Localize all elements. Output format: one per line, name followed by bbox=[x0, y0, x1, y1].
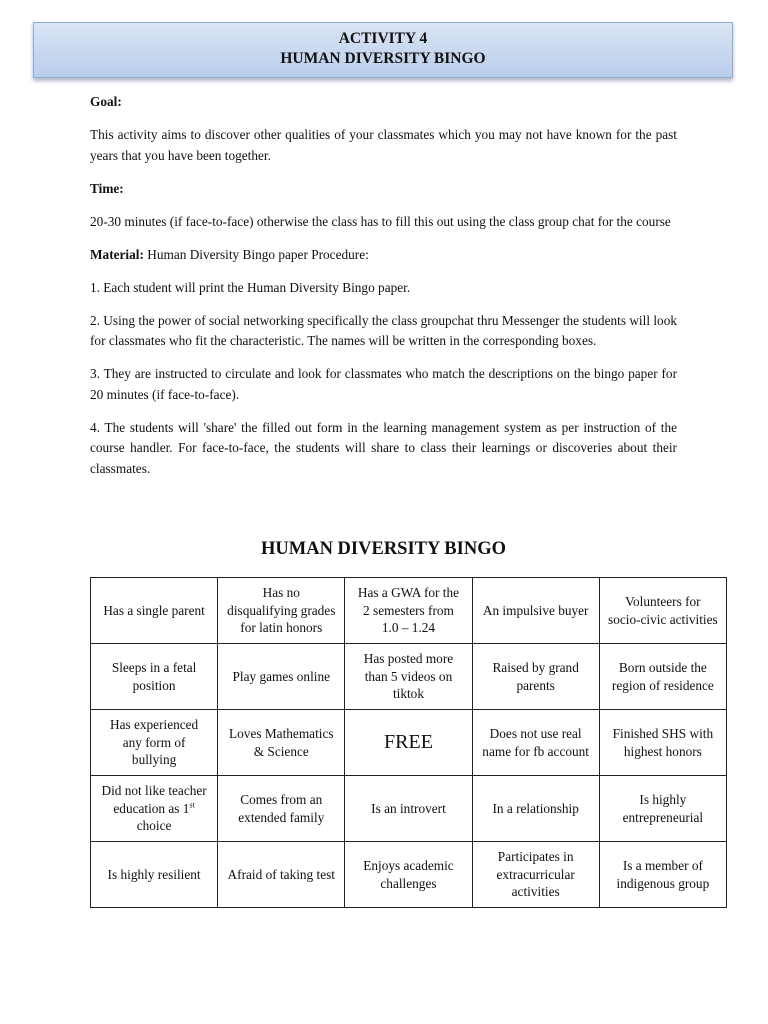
step-4: 4. The students will 'share' the filled out form in the learning management system as per instruction of the course handler. For face-to-face, the students will share to class their learnings or discoveries about their classmates. bbox=[90, 419, 677, 476]
bingo-cell: Volunteers for socio-civic activities bbox=[599, 578, 726, 644]
ordinal-suffix: st bbox=[189, 800, 195, 810]
bingo-cell: Enjoys academic challenges bbox=[345, 842, 472, 908]
bingo-cell: An impulsive buyer bbox=[472, 578, 599, 644]
bingo-cell: In a relationship bbox=[472, 776, 599, 842]
bingo-cell: Raised by grand parents bbox=[472, 644, 599, 710]
step-2: 2. Using the power of social networking specifically the class groupchat thru Messenger the students will look for classmates who fit the characteristic. The names will be written in the corresponding boxes. bbox=[90, 312, 677, 348]
bingo-cell: Is highly entrepreneurial bbox=[599, 776, 726, 842]
instructions bbox=[90, 92, 677, 492]
bingo-cell bbox=[91, 776, 218, 842]
goal-label: Goal: bbox=[90, 94, 122, 109]
bingo-row bbox=[91, 776, 727, 842]
bingo-cell: Finished SHS with highest honors bbox=[599, 710, 726, 776]
bingo-cell: Is an introvert bbox=[345, 776, 472, 842]
bingo-row bbox=[91, 842, 727, 908]
bingo-cell: Born outside the region of residence bbox=[599, 644, 726, 710]
bingo-row bbox=[91, 644, 727, 710]
bingo-row bbox=[91, 578, 727, 644]
bingo-cell: Participates in extracurricular activities bbox=[472, 842, 599, 908]
bingo-cell-text: Did not like teacher education as 1 bbox=[101, 783, 207, 816]
bingo-cell: Has posted more than 5 videos on tiktok bbox=[345, 644, 472, 710]
material-line bbox=[90, 245, 677, 266]
bingo-cell: Has experienced any form of bullying bbox=[91, 710, 218, 776]
material-text: Human Diversity Bingo paper Procedure: bbox=[143, 246, 369, 262]
bingo-cell: Play games online bbox=[218, 644, 345, 710]
bingo-row bbox=[91, 710, 727, 776]
bingo-cell: Sleeps in a fetal position bbox=[91, 644, 218, 710]
bingo-cell: Comes from an extended family bbox=[218, 776, 345, 842]
bingo-cell: Has a GWA for the 2 semesters from 1.0 – 1.24 bbox=[345, 578, 472, 644]
bingo-cell: Does not use real name for fb account bbox=[472, 710, 599, 776]
step-1: 1. Each student will print the Human Diversity Bingo paper. bbox=[90, 279, 411, 295]
bingo-cell: Loves Mathematics & Science bbox=[218, 710, 345, 776]
bingo-cell: Has no disqualifying grades for latin honors bbox=[218, 578, 345, 644]
bingo-cell-text-end: choice bbox=[136, 818, 172, 834]
step-3: 3. They are instructed to circulate and look for classmates who match the descriptions on the bingo paper for 20 minutes (if face-to-face). bbox=[90, 366, 677, 402]
bingo-cell: Is a member of indigenous group bbox=[599, 842, 726, 908]
bingo-title: HUMAN DIVERSITY BINGO bbox=[261, 539, 506, 559]
activity-title: HUMAN DIVERSITY BINGO bbox=[280, 50, 486, 67]
time-text: 20-30 minutes (if face-to-face) otherwise the class has to fill this out using the class group chat for the course bbox=[90, 213, 671, 229]
bingo-cell: Afraid of taking test bbox=[218, 842, 345, 908]
bingo-cell: Has a single parent bbox=[91, 578, 218, 644]
material-label: Material: bbox=[90, 246, 144, 262]
bingo-free-cell: FREE bbox=[345, 710, 472, 776]
activity-number: ACTIVITY 4 bbox=[338, 30, 428, 47]
goal-text: This activity aims to discover other qualities of your classmates which you may not have known for the past years that you have been together. bbox=[90, 127, 677, 163]
time-label: Time: bbox=[90, 180, 124, 196]
bingo-cell: Is highly resilient bbox=[91, 842, 218, 908]
bingo-card bbox=[90, 577, 727, 908]
activity-header bbox=[33, 22, 733, 78]
